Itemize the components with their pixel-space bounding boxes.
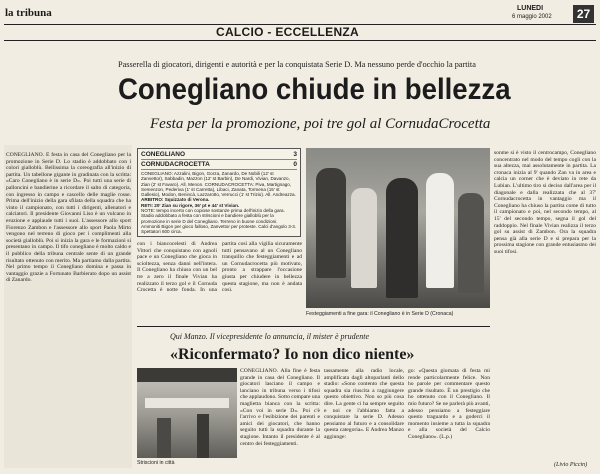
sidebar-column-2: tassamente alla radio locale, amplificata dagli altoparlanti dello stadio: «Sono contento che questa squadra sia riuscita a raggiungere questo obiettivo. Non so più cosa dire. La gente ci ha sempre seguito e noi ce l'abbiamo fatta a conquistare la serie D. Adesso pensiamo al futuro e a consolidare questa categoria». E Andrea Manzo aggiunge: — [324, 368, 404, 440]
street-photo-caption: Striscioni in città — [137, 460, 175, 466]
photo-caption-text: Festeggiamenti a fine gara: il Conegliano è in Serie D — [306, 311, 429, 317]
article-column-2: con i biancocelesti di Andrea Vittori che conquistano con agnoli pace e un Conegliano che gioca in scioltezza, senza danni nell'intera. Il Conegliano ha chiuso con un bel tre a zero il finale Vivian ha realizzato il terzo gol e il Cornuda Crocetta è notte fonda. In una partita così alla vigilia sicuramente tutti pensavano al un Conegliano tranquillo che festeggiamenti e ad un Cornudacrocetta più motivato, pronto a strappare l'occasione giusta per chiudere in bellezza questa stagione, ma non è andata così. — [137, 241, 302, 294]
away-score: 0 — [293, 161, 297, 168]
street-photo — [137, 368, 237, 458]
article-byline: (Livio Piccin) — [554, 462, 588, 468]
sidebar-rule — [137, 326, 490, 327]
scorebox — [137, 148, 301, 237]
sidebar-column-1: CONEGLIANO. Alla fine è festa grande in casa del Conegliano. Il giocatori lasciano il campo e lanciano in tribuna verso i tifosi che applaudono. Sotto compare una maglietta bianca con la scritta: «Con voi in serie D». Poi c'è l'arrivo e l'esibizione dei parenti e amici dei giocatori, che hanno seguito tutti la squadra durante la stagione. Intanto il presidente è al centro dei festeggiamenti. — [240, 368, 320, 447]
goals: RETI: 20' Zian su rigore, 36' pt e 44' st Vivian. — [141, 202, 240, 208]
page-number: 27 — [573, 5, 594, 23]
article-column-3: sonme si è visto il centrocampo, Conegliano concentrato nel modo del tempo cogli con la sua altezza, mai assolutamente in partita. La cronaca inizia al 9' quando Zan va in area e calcia un corner che è deviato in rete da Lubian. L'ultimo tiro si deciso dall'area per il diagonale e dalla realizzata che al 37' Cornudacrocetta in vantaggio ma il Conegliano ha chiuso la partita come di tutto il campionato e poi, nel secondo tempo, al 15' del secondo tempo, segna il gol del raddoppio. Nel finale Vivian realizza il terzo gol su assist di Zambon. Ora la squadra pensa già alla serie D e si prepara per la prossima stagione con grande entusiasmo dei suoi tifosi. — [494, 150, 596, 255]
section-rule — [4, 40, 596, 41]
photo-caption — [306, 311, 490, 317]
article-kicker: Passerella di giocatori, dirigenti e autorità e per la conquistata Serie D. Ma nessuno perde d'occhio la partita — [118, 60, 476, 69]
away-team: CORNUDACROCETTA — [141, 161, 210, 168]
section-title: CALCIO - ECCELLENZA — [216, 25, 360, 39]
home-team: CONEGLIANO — [141, 151, 186, 158]
article-column-1: CONEGLIANO. È festa in casa del Conegliano per la promozione in Serie D. Lo stadio è addobbato con i colori gialloblù. Bellissima la coreografia all'inizio di partita. Un tabellone gigante in gradinata con la scritta: «Caro Conegliano è in serie D». Poi tutti una serie di palloncini e bandierine a ricordare il salto di categoria, con ingresso in campo e cascello delle maglie rosse. Prima dell'inizio della gara sfilata della squadra che ha vinto il campionato, con tutti i dirigenti, allenatori e calciatori. Il presidente Giovanni Liso è un vulcano in eruzione e applaude tutti i suoi. L'assessore allo sport Fiorenzo Zambon e l'assessore allo sport Paola Mirto vengono nel terreno di gioco per i complimenti alla società gialloblù. Poi si inizia la gara e le formazioni si presentano in campo. Il tifo conegliano è molto caldo e il pubblico della tribuna centrale sente di un grande risultato ottenuto con merito. Ma partiamo dalla partita. Nel primo tempo il Conegliano domina e passa in vantaggio grazie a Fortunato Barbierato dopo un assist di Zanardo. — [6, 152, 131, 284]
article-subheadline: Festa per la promozione, poi tre gol al CornudaCrocetta — [150, 116, 491, 132]
celebration-photo — [306, 148, 490, 308]
header-rule — [4, 24, 596, 25]
masthead: la tribuna — [5, 7, 52, 19]
sidebar-kicker: Qui Manzo. Il vicepresidente lo annuncia, il mister è prudente — [170, 332, 369, 341]
header-date: 6 maggio 2002 — [512, 14, 552, 20]
photo-credit: (Cronaca) — [430, 311, 454, 317]
sidebar-headline: «Riconfermato? Io non dico niente» — [170, 346, 415, 363]
sidebar-column-3: go: «Questa giornata di festa mi rende particolarmente felice. Non ho parole per commentare questo grande risultato. È un prestigio che ho ottenuto con il Conegliano. Il mio futuro? Se ne parlerà più avanti, adesso pensiamo a festeggiare questo traguardo e a goderci il momento insieme a tutta la squadra e alla società del Calcio Conegliano». (L.p.) — [408, 368, 490, 440]
home-score: 3 — [293, 151, 297, 158]
lineups: CONEGLIANO: Azzalini, Bigon, Gorza, Zanardo, De Nobili (12' st Zanvettor), Sabbadin, Mazzon (12' st Barbin), De Nardi, Vivian, Davanzo, Zian (2' st Favaro). All. Menon. CORNUDACROCETTA: Piva, Martignago, Semenzon, Pederiva (1' st Carretta), Libaci, Zanata, Tormena (15' st Gallesio), Modon, Benincà, Lazzarotto, Verrucci (1' st Trizio). All. Andreazza. — [141, 171, 296, 198]
match-notes: NOTE: tempo incerto con copiose sostanze prima dell'inizio della gara. Stadio addobbato a festa con striscioni e bandiere gialloblù per la promozione in serie D del Conegliano. Terreno in buone condizioni. Ammoniti Bigon per gioco falloso, Zanvettor per proteste. Calci d'angolo 3-3. Spettatori 600 circa. — [141, 208, 297, 235]
article-headline: Conegliano chiude in bellezza — [118, 73, 511, 106]
referee: ARBITRO: Squizzato di Verona. — [141, 197, 210, 203]
header-day: LUNEDI — [517, 5, 544, 12]
